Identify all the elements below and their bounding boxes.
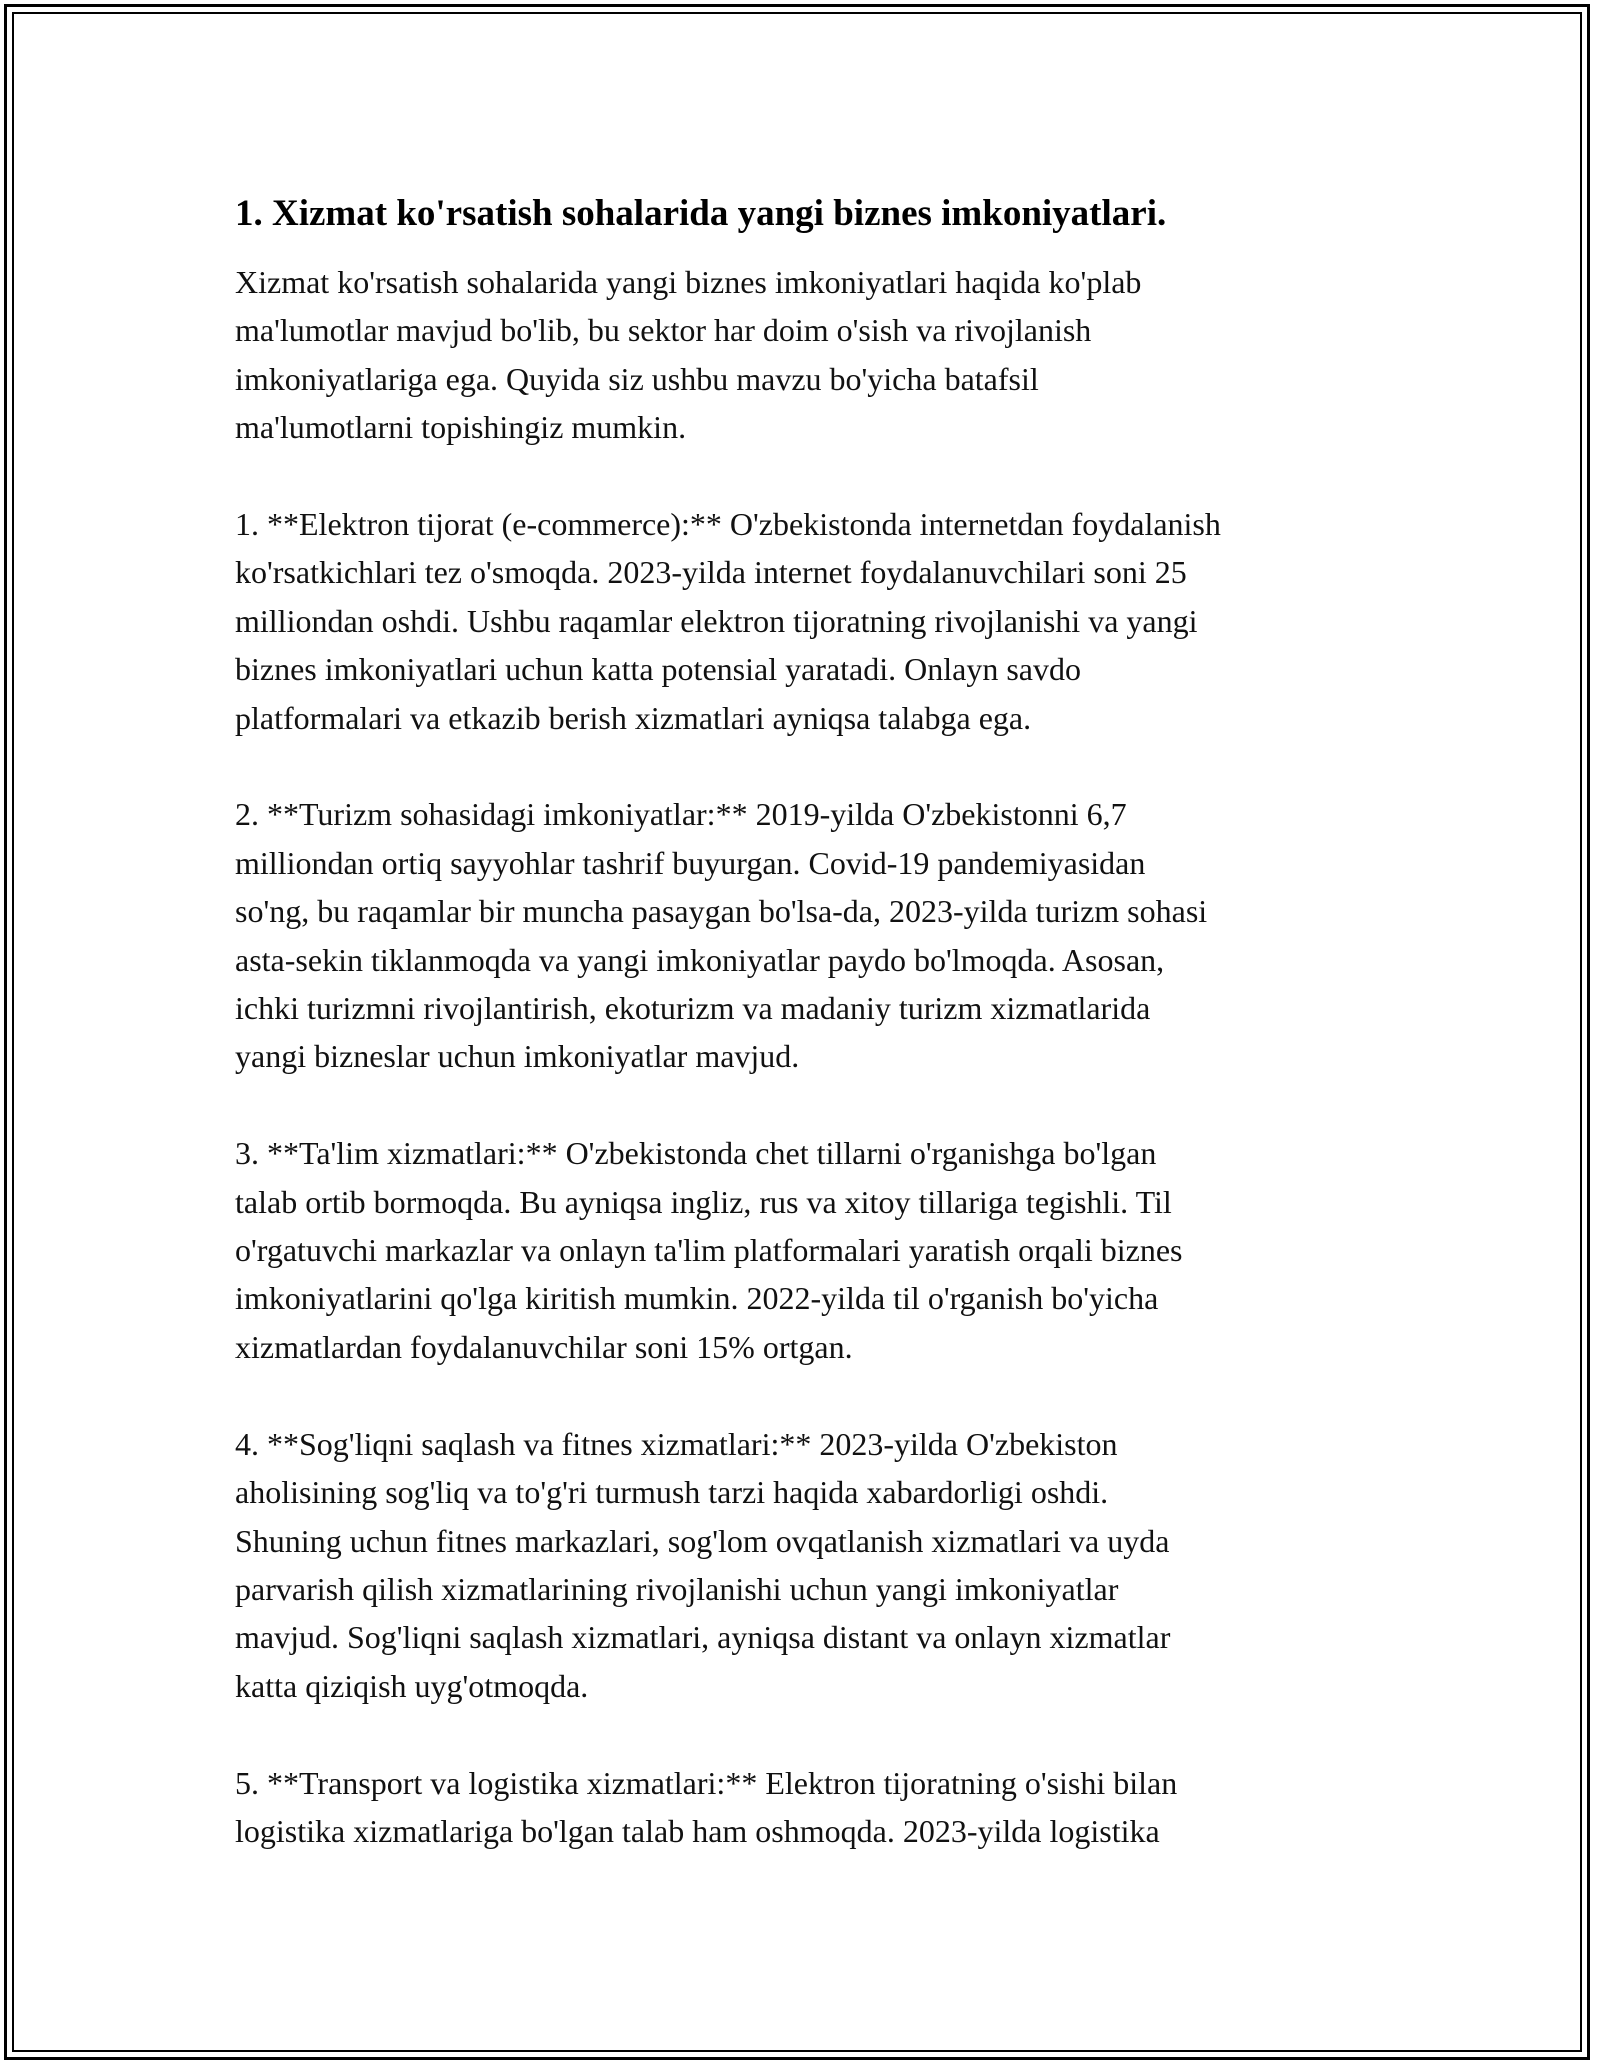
text-line: 3. **Ta'lim xizmatlari:** O'zbekistonda chet tillarni o'rganishga bo'lgan: [235, 1135, 1157, 1172]
text-line: 4. **Sog'liqni saqlash va fitnes xizmatlari:** 2023-yilda O'zbekiston: [235, 1425, 1118, 1462]
list-item-transport-logistics: [235, 1759, 1385, 1856]
text-line: 2. **Turizm sohasidagi imkoniyatlar:** 2019-yilda O'zbekistonni 6,7: [235, 796, 1127, 833]
page-title: 1. Xizmat ko'rsatish sohalarida yangi biznes imkoniyatlari.: [235, 193, 1167, 234]
text-line: asta-sekin tiklanmoqda va yangi imkoniyatlar paydo bo'lmoqda. Asosan,: [235, 941, 1165, 978]
text-line: aholisining sog'liq va to'g'ri turmush tarzi haqida xabardorligi oshdi.: [235, 1474, 1109, 1511]
text-line: mavjud. Sog'liqni saqlash xizmatlari, ayniqsa distant va onlayn xizmatlar: [235, 1619, 1171, 1656]
text-line: 1. **Elektron tijorat (e-commerce):** O'zbekistonda internetdan foydalanish: [235, 506, 1221, 543]
text-line: logistika xizmatlariga bo'lgan talab ham oshmoqda. 2023-yilda logistika: [235, 1812, 1160, 1849]
text-line: ma'lumotlarni topishingiz mumkin.: [235, 409, 687, 446]
text-line: so'ng, bu raqamlar bir muncha pasaygan bo'lsa-da, 2023-yilda turizm sohasi: [235, 893, 1208, 930]
text-line: 5. **Transport va logistika xizmatlari:** Elektron tijoratning o'sishi bilan: [235, 1764, 1178, 1801]
intro-paragraph: [235, 258, 1385, 452]
text-line: ichki turizmni rivojlantirish, ekoturizm va madaniy turizm xizmatlarida: [235, 990, 1151, 1027]
list-item-health-fitness: [235, 1420, 1385, 1710]
list-item-tourism: [235, 790, 1385, 1080]
text-line: milliondan oshdi. Ushbu raqamlar elektron tijoratning rivojlanishi va yangi: [235, 602, 1198, 639]
text-line: imkoniyatlarini qo'lga kiritish mumkin. 2022-yilda til o'rganish bo'yicha: [235, 1280, 1159, 1317]
text-line: platformalari va etkazib berish xizmatlari ayniqsa talabga ega.: [235, 699, 1032, 736]
text-line: biznes imkoniyatlari uchun katta potensial yaratadi. Onlayn savdo: [235, 651, 1081, 688]
text-line: ma'lumotlar mavjud bo'lib, bu sektor har doim o'sish va rivojlanish: [235, 312, 1092, 349]
text-line: xizmatlardan foydalanuvchilar soni 15% ortgan.: [235, 1328, 853, 1365]
text-line: yangi bizneslar uchun imkoniyatlar mavjud.: [235, 1038, 800, 1075]
text-line: Xizmat ko'rsatish sohalarida yangi biznes imkoniyatlari haqida ko'plab: [235, 264, 1142, 300]
text-line: milliondan ortiq sayyohlar tashrif buyurgan. Covid-19 pandemiyasidan: [235, 844, 1146, 881]
list-item-education: [235, 1129, 1385, 1371]
text-line: Shuning uchun fitnes markazlari, sog'lom ovqatlanish xizmatlari va uyda: [235, 1522, 1170, 1559]
list-item-ecommerce: [235, 500, 1385, 742]
text-line: o'rgatuvchi markazlar va onlayn ta'lim platformalari yaratish orqali biznes: [235, 1232, 1183, 1269]
text-line: imkoniyatlariga ega. Quyida siz ushbu mavzu bo'yicha batafsil: [235, 360, 1039, 397]
text-line: ko'rsatkichlari tez o'smoqda. 2023-yilda internet foydalanuvchilari soni 25: [235, 554, 1187, 591]
text-line: katta qiziqish uyg'otmoqda.: [235, 1667, 589, 1704]
text-line: parvarish qilish xizmatlarining rivojlanishi uchun yangi imkoniyatlar: [235, 1570, 1119, 1607]
text-line: talab ortib bormoqda. Bu ayniqsa ingliz, rus va xitoy tillariga tegishli. Til: [235, 1183, 1172, 1220]
document-body: [235, 190, 1385, 1904]
